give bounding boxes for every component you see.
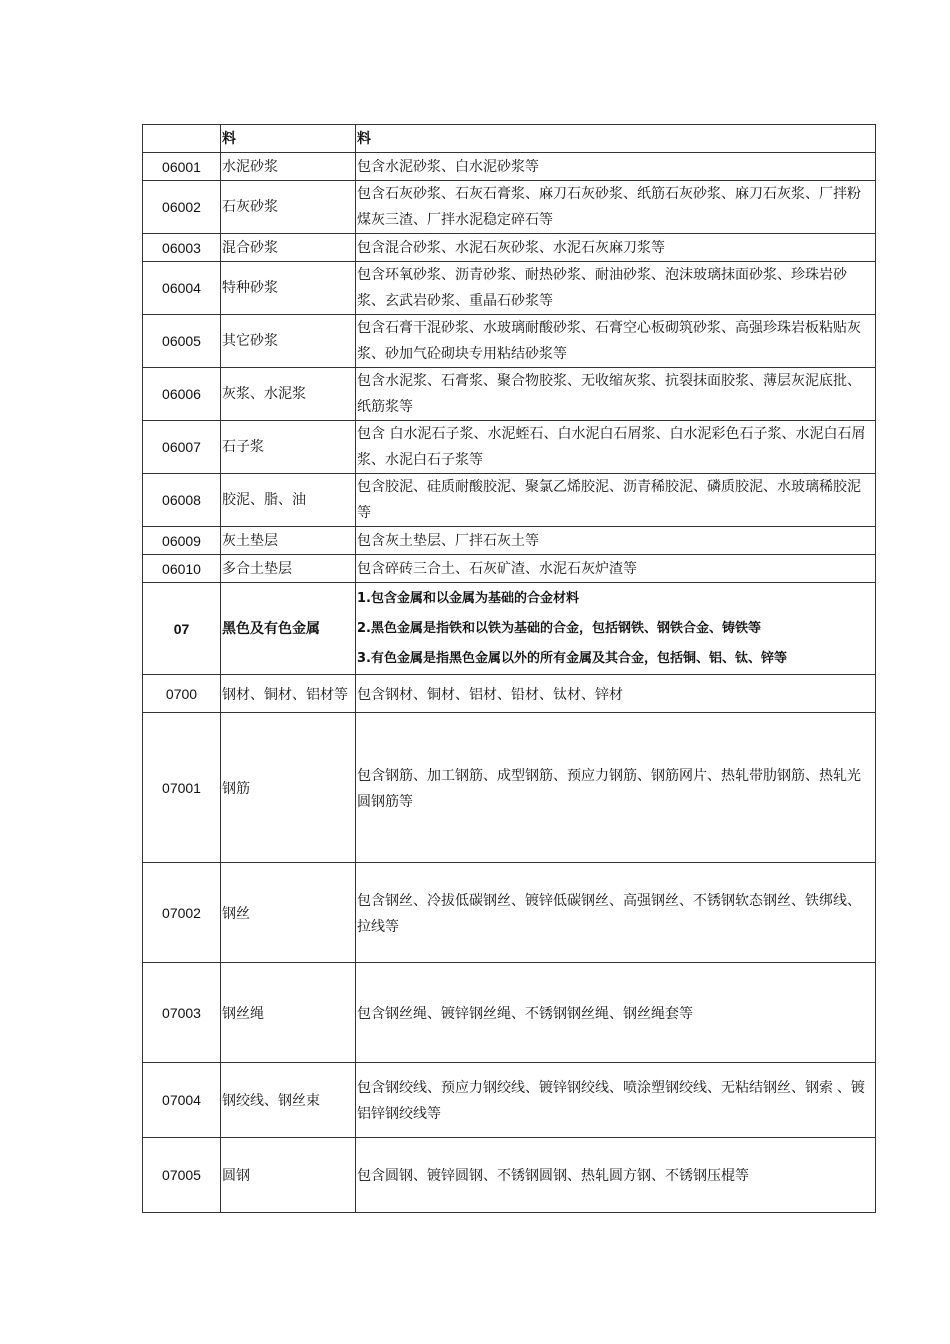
table-row	[143, 262, 876, 315]
row-name: 钢筋	[221, 713, 356, 863]
row-code: 06007	[143, 421, 221, 474]
row-code: 06002	[143, 181, 221, 234]
table-row	[143, 181, 876, 234]
table-row	[143, 555, 876, 583]
group-row-07	[143, 583, 876, 675]
row-desc: 包含混合砂浆、水泥石灰砂浆、水泥石灰麻刀浆等	[356, 234, 876, 262]
group-desc-line: 1.包含金属和以金属为基础的合金材料	[357, 590, 579, 606]
row-code: 07001	[143, 713, 221, 863]
row-desc: 包含圆钢、镀锌圆钢、不锈钢圆钢、热轧圆方钢、不锈钢压棍等	[356, 1138, 876, 1213]
table-row	[143, 527, 876, 555]
row-name: 灰浆、水泥浆	[221, 368, 356, 421]
row-name: 石灰砂浆	[221, 181, 356, 234]
row-code: 06001	[143, 153, 221, 181]
table-row	[143, 153, 876, 181]
row-name: 混合砂浆	[221, 234, 356, 262]
row-desc: 包含 白水泥石子浆、水泥蛭石、白水泥白石屑浆、白水泥彩色石子浆、水泥白石屑浆、水泥白石子浆等	[356, 421, 876, 474]
table-row	[143, 863, 876, 963]
row-code: 06010	[143, 555, 221, 583]
header-name: 料	[221, 125, 356, 153]
row-desc: 包含钢绞线、预应力钢绞线、镀锌钢绞线、喷涂塑钢绞线、无粘结钢丝、钢索 、镀铝锌钢绞线等	[356, 1063, 876, 1138]
row-desc: 包含碎砖三合土、石灰矿渣、水泥石灰炉渣等	[356, 555, 876, 583]
table-row	[143, 474, 876, 527]
table-row	[143, 234, 876, 262]
row-code: 06008	[143, 474, 221, 527]
row-name: 圆钢	[221, 1138, 356, 1213]
row-name: 多合土垫层	[221, 555, 356, 583]
row-code: 06003	[143, 234, 221, 262]
table-row	[143, 1063, 876, 1138]
row-name: 钢绞线、钢丝束	[221, 1063, 356, 1138]
table-row	[143, 675, 876, 713]
material-table	[142, 124, 876, 1213]
row-desc: 包含水泥砂浆、白水泥砂浆等	[356, 153, 876, 181]
row-desc: 包含钢筋、加工钢筋、成型钢筋、预应力钢筋、钢筋网片、热轧带肋钢筋、热轧光圆钢筋等	[356, 713, 876, 863]
table-row	[143, 963, 876, 1063]
row-desc: 包含胶泥、硅质耐酸胶泥、聚氯乙烯胶泥、沥青稀胶泥、磷质胶泥、水玻璃稀胶泥等	[356, 474, 876, 527]
row-name: 特种砂浆	[221, 262, 356, 315]
table-row	[143, 713, 876, 863]
row-code: 07005	[143, 1138, 221, 1213]
row-desc: 包含石灰砂浆、石灰石膏浆、麻刀石灰砂浆、纸筋石灰砂浆、麻刀石灰浆、厂拌粉煤灰三渣、厂拌水泥稳定碎石等	[356, 181, 876, 234]
row-code: 06006	[143, 368, 221, 421]
group-desc-line: 3.有色金属是指黑色金属以外的所有金属及其合金，包括铜、铝、钛、锌等	[357, 650, 787, 666]
group-name: 黑色及有色金属	[221, 583, 356, 675]
row-name: 其它砂浆	[221, 315, 356, 368]
row-desc: 包含灰土垫层、厂拌石灰土等	[356, 527, 876, 555]
table-row	[143, 368, 876, 421]
row-desc: 包含钢丝、冷拔低碳钢丝、镀锌低碳钢丝、高强钢丝、不锈钢软态钢丝、铁绑线、拉线等	[356, 863, 876, 963]
table-header-row	[143, 125, 876, 153]
row-name: 钢丝	[221, 863, 356, 963]
row-code: 07003	[143, 963, 221, 1063]
row-desc: 包含环氧砂浆、沥青砂浆、耐热砂浆、耐油砂浆、泡沫玻璃抹面砂浆、珍珠岩砂浆、玄武岩砂浆、重晶石砂浆等	[356, 262, 876, 315]
row-desc: 包含钢丝绳、镀锌钢丝绳、不锈钢钢丝绳、钢丝绳套等	[356, 963, 876, 1063]
row-name: 灰土垫层	[221, 527, 356, 555]
row-name: 胶泥、脂、油	[221, 474, 356, 527]
row-code: 0700	[143, 675, 221, 713]
table-row	[143, 315, 876, 368]
group-code: 07	[143, 583, 221, 675]
table-row	[143, 421, 876, 474]
group-desc	[356, 583, 876, 675]
header-desc: 料	[356, 125, 876, 153]
header-code	[143, 125, 221, 153]
row-desc: 包含水泥浆、石膏浆、聚合物胶浆、无收缩灰浆、抗裂抹面胶浆、薄层灰泥底批、纸筋浆等	[356, 368, 876, 421]
table-row	[143, 1138, 876, 1213]
row-code: 06005	[143, 315, 221, 368]
row-desc: 包含钢材、铜材、铝材、铅材、钛材、锌材	[356, 675, 876, 713]
group-desc-line: 2.黑色金属是指铁和以铁为基础的合金，包括钢铁、钢铁合金、铸铁等	[357, 620, 761, 636]
row-code: 06009	[143, 527, 221, 555]
row-code: 07004	[143, 1063, 221, 1138]
row-name: 水泥砂浆	[221, 153, 356, 181]
row-code: 06004	[143, 262, 221, 315]
row-name: 钢丝绳	[221, 963, 356, 1063]
row-name: 石子浆	[221, 421, 356, 474]
row-name: 钢材、铜材、铝材等	[221, 675, 356, 713]
row-desc: 包含石膏干混砂浆、水玻璃耐酸砂浆、石膏空心板砌筑砂浆、高强珍珠岩板粘贴灰浆、砂加气砼砌块专用粘结砂浆等	[356, 315, 876, 368]
row-code: 07002	[143, 863, 221, 963]
